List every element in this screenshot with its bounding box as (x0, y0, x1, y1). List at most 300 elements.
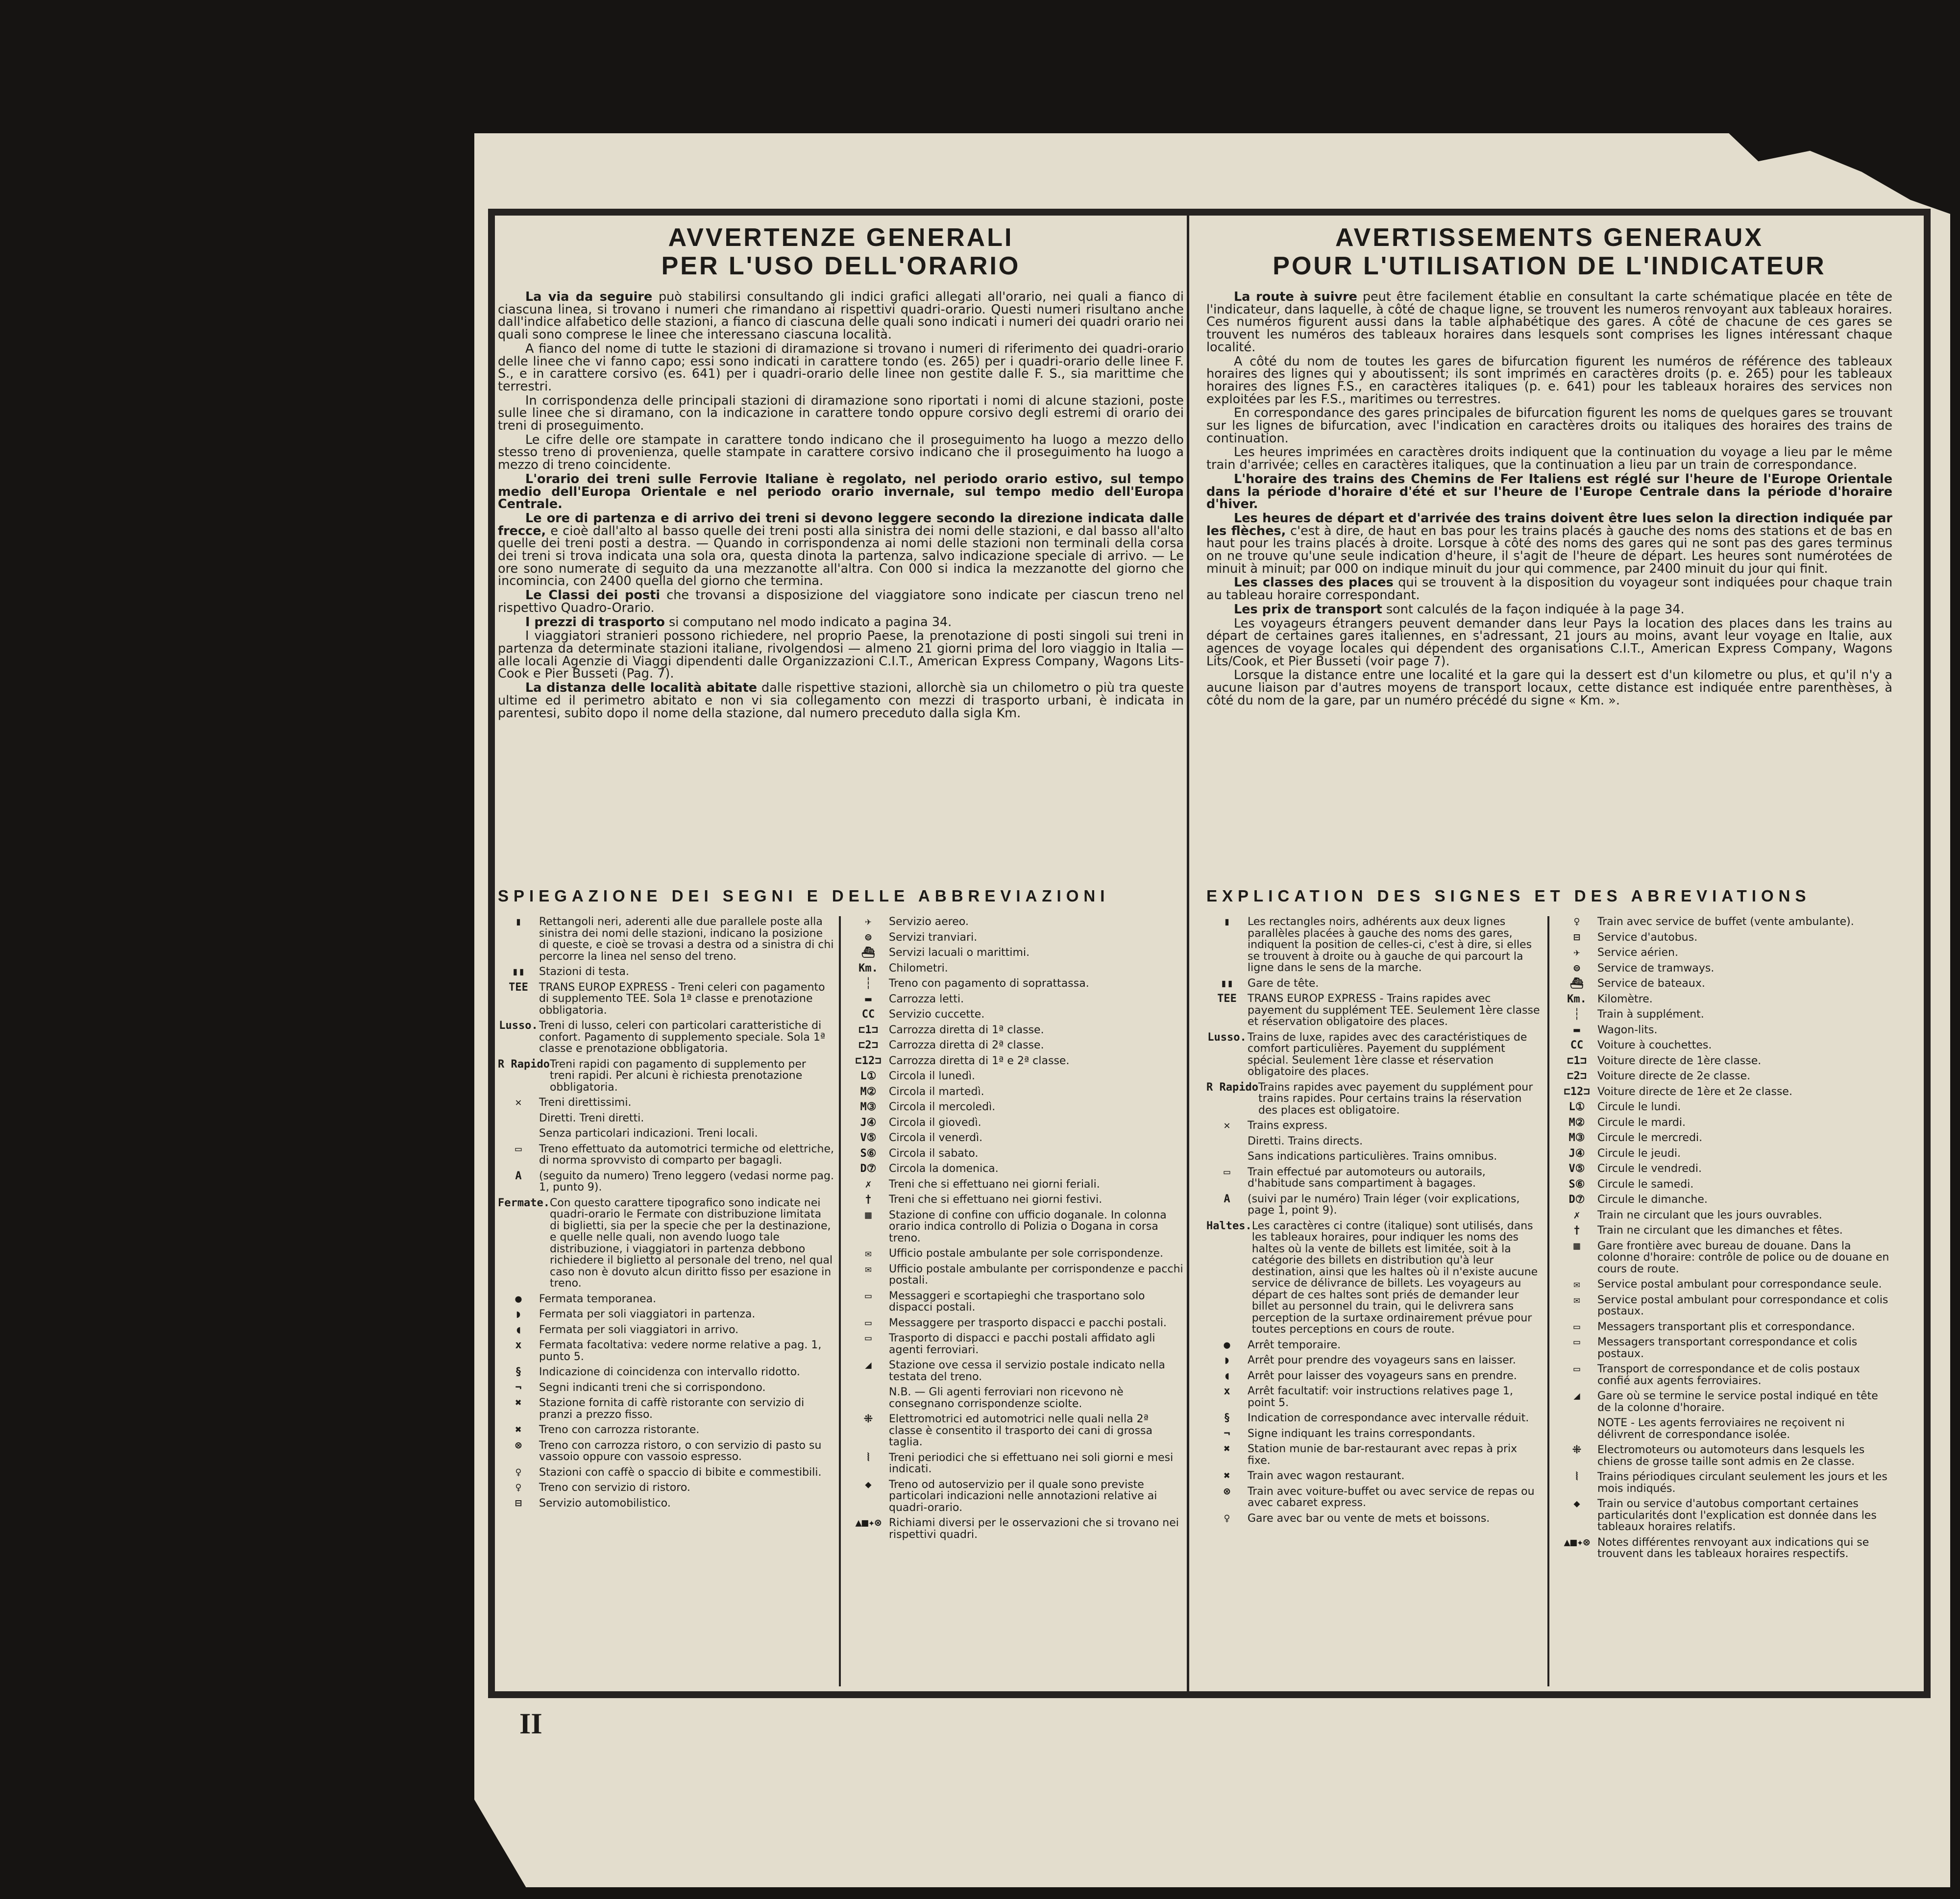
paragraph-text: A côté du nom de toutes les gares de bifurcation figurent les numéros de référence des tableaux horaires des lignes qui y aboutissent; ils sont imprimés en caractères droits (p. e. 265) pour les tableaux horaires des lignes F.S., en caractères italiques (p. e. 641) pour les tableaux horaires des services non exploitées par les F.S., maritimes ou terrestres. (1206, 354, 1892, 407)
legend-text: Arrêt pour laisser des voyageurs sans en prendre. (1248, 1369, 1517, 1382)
legend-symbol: ♀ (515, 1482, 522, 1494)
legend-item (1556, 963, 1892, 974)
legend-text: Voiture directe de 2e classe. (1597, 1070, 1751, 1082)
legend-symbol: ⊏1⊐ (858, 1023, 878, 1036)
legend-text: Fermata per soli viaggiatori in arrivo. (539, 1323, 739, 1336)
legend-text: Train avec voiture-buffet ou avec service de repas ou avec cabaret express. (1248, 1485, 1535, 1509)
legend-text: Treno od autoservizio per il quale sono previste particolari indicazioni nelle annotazioni relative ai quadri-orario. (889, 1478, 1157, 1514)
legend-text: Circola il giovedì. (889, 1116, 981, 1129)
legend-symbol: ¬ (515, 1381, 522, 1394)
legend-item (848, 1024, 1184, 1036)
paragraph (1206, 356, 1892, 406)
legend-text: Circule le mardi. (1597, 1116, 1686, 1129)
legend-text: Treno con servizio di ristoro. (539, 1482, 690, 1494)
legend-symbol: R Rapido (1206, 1081, 1258, 1094)
french-column (1206, 221, 1892, 1686)
legend-text: Service postal ambulant pour correspondance et colis postaux. (1597, 1293, 1888, 1317)
legend-symbol: L① (1568, 1101, 1585, 1113)
legend-symbol: S⑥ (860, 1147, 877, 1160)
legend-text: Stazione ove cessa il servizio postale indicato nella testata del treno. (889, 1359, 1165, 1383)
legend-symbol: ▲■✦⊗ (1564, 1536, 1590, 1549)
legend-symbol: ▦ (1573, 1240, 1580, 1252)
legend-item (1556, 994, 1892, 1005)
legend-symbol: ¬ (1224, 1427, 1230, 1440)
paragraph (498, 473, 1184, 511)
legend-symbol: ⦚ (1575, 1471, 1578, 1483)
legend-item (1206, 1386, 1543, 1409)
legend-symbol: ✉ (1573, 1293, 1580, 1306)
legend-item (1556, 1024, 1892, 1036)
paragraph-text: In corrispondenza delle principali stazioni di diramazione sono riportati i nomi di alcune stazioni, poste sulle linee che si diramano, con la indicazione in carattere tondo oppure corsivo degli estremi di orario dei treni di proseguimento. (498, 393, 1184, 434)
page-number: II (519, 1707, 542, 1740)
paragraph-text: I viaggiatori stranieri possono richiedere, nel proprio Paese, la prenotazione di posti singoli sui treni in partenza da determinate stazioni italiane, rivolgendosi — almeno 21 giorni prima del loro viaggio in Italia — alle locali Agenzie di Viaggi dipendenti dalle Organizzazioni C.I.T., American Express Company, Wagons Lits-Cook e Pier Busseti (Pag. 7). (498, 629, 1184, 682)
legend-symbol: ┆ (865, 977, 872, 990)
legend-item (498, 1197, 834, 1290)
legend-text: Circola il martedì. (889, 1085, 984, 1098)
french-title-line2: POUR L'UTILISATION DE L'INDICATEUR (1273, 252, 1826, 280)
legend-symbol: ✉ (865, 1263, 872, 1275)
legend-item (848, 1163, 1184, 1175)
legend-text: Transport de correspondance et de colis postaux confié aux agents ferroviaires. (1597, 1363, 1860, 1387)
legend-text: Service aérien. (1597, 947, 1678, 959)
legend-item (848, 1132, 1184, 1144)
legend-item (1556, 1294, 1892, 1317)
legend-symbol: M③ (860, 1101, 877, 1113)
legend-text: NOTE - Les agents ferroviaires ne reçoivent ni délivrent de correspondance isolée. (1597, 1417, 1845, 1441)
legend-text: TRANS EUROP EXPRESS - Treni celeri con pagamento di supplemento TEE. Sola 1ª classe e prenotazione obbligatoria. (539, 981, 825, 1017)
legend-symbol: ◢ (1573, 1390, 1580, 1402)
legend-text: Electromoteurs ou automoteurs dans lesquels les chiens de grosse taille sont admis en 2e classe. (1597, 1444, 1865, 1468)
legend-item (498, 1293, 834, 1305)
legend-item (1556, 1390, 1892, 1413)
legend-text: Voiture directe de 1ère classe. (1597, 1054, 1762, 1067)
legend-text: Servizio automobilistico. (539, 1497, 671, 1509)
legend-symbol: ▭ (865, 1332, 872, 1344)
legend-text: Service d'autobus. (1597, 931, 1698, 944)
legend-item (1206, 1486, 1543, 1509)
legend-item (848, 1333, 1184, 1356)
legend-text: Messagers transportant plis et correspondance. (1597, 1320, 1855, 1333)
paragraph (1206, 512, 1892, 576)
legend-item (1556, 1210, 1892, 1221)
legend-text: Stazioni di testa. (539, 966, 630, 978)
legend-text: Treno effettuato da automotrici termiche od elettriche, di norma sprovvisto di comparto per bagagli. (539, 1143, 834, 1167)
legend-text: Train à supplément. (1597, 1008, 1704, 1021)
legend-text: Les caractères ci contre (italique) sont utilisés, dans les tableaux horaires, pour indiquer les noms des haltes où la vente de billets est limitée, soit à la catégorie des billets en distribution qu'à leur destination, ainsi que les haltes où il n'existe aucune service de délivrance de billets. Les voyageurs au départ de ces haltes sont priés de demander leur billet au personnel du train, qui le delivrera sans perception de la surtaxe ordinairement prévue pour toutes perceptions en cours de route. (1251, 1219, 1538, 1336)
legend-item (1556, 932, 1892, 944)
legend-text: Circule le dimanche. (1597, 1193, 1708, 1206)
legend-symbol: ⊏12⊐ (855, 1054, 882, 1067)
legend-symbol: ◆ (1573, 1498, 1580, 1510)
french-title-line1: AVERTISSEMENTS GENERAUX (1335, 223, 1764, 252)
legend-item (848, 916, 1184, 928)
legend-text: Train avec service de buffet (vente ambulante). (1597, 916, 1854, 928)
legend-item (498, 1467, 834, 1479)
paragraph-text: En correspondance des gares principales de bifurcation figurent les noms de quelques gares se trouvant sur les lignes de bifurcation, avec l'indication en caractères droits ou italiques des horaires des trains de continuation. (1206, 406, 1892, 446)
legend-text: (seguito da numero) Treno leggero (vedasi norme pag. 1, punto 9). (539, 1169, 834, 1193)
legend-symbol: ▭ (1224, 1166, 1230, 1178)
legend-item (848, 1452, 1184, 1475)
legend-item (1206, 1443, 1543, 1466)
legend-text: Servizio cuccette. (889, 1008, 985, 1021)
legend-text: Treno con carrozza ristoro, o con servizio di pasto su vassoio oppure con vassoio espresso. (539, 1439, 822, 1463)
legend-symbol: ✕ (515, 1096, 522, 1109)
legend-text: Service postal ambulant pour correspondance seule. (1597, 1278, 1882, 1290)
legend-symbol: V⑤ (1568, 1163, 1585, 1175)
legend-item (1556, 1040, 1892, 1051)
french-legend-title: EXPLICATION DES SIGNES ET DES ABREVIATIONS (1206, 887, 1811, 905)
legend-item (498, 1059, 834, 1094)
legend-text: Trains express. (1248, 1120, 1328, 1132)
paragraph-text: c'est à dire, de haut en bas pour les trains placés à gauche des noms des stations et de bas en haut pour les trains placés à droite. Lorsque à côté des noms des gares qui ne sont pas des gares terminus on ne trouve qu'une seule indication d'heure, il s'agit de l'heure de départ. Les heures sont numérotées de minuit à minuit; par 000 on indique minuit du jour qui commence, par 2400 minuit du jour qui finit. (1206, 523, 1892, 576)
legend-item (1206, 1167, 1543, 1190)
legend-symbol: ✉ (865, 1247, 872, 1260)
legend-symbol: x (515, 1339, 522, 1351)
column-divider (1187, 216, 1189, 1691)
legend-item (1556, 1009, 1892, 1021)
legend-text: Sans indications particulières. Trains omnibus. (1248, 1150, 1497, 1163)
legend-symbol: ▭ (1573, 1336, 1580, 1348)
legend-text: Les rectangles noirs, adhérents aux deux lignes parallèles placées à gauche des noms des gares, indiquent la position de celles-ci, c'est à dire, si elles se trouvent à droite ou à gauche de qui parcourt la ligne dans le sens de la marche. (1248, 916, 1532, 974)
legend-item (498, 1128, 834, 1140)
legend-symbol: ✗ (1573, 1209, 1580, 1221)
legend-item (1556, 1086, 1892, 1098)
legend-item (848, 1248, 1184, 1260)
legend-item (1206, 1032, 1543, 1078)
legend-text: Fermata temporanea. (539, 1292, 657, 1305)
paragraph (498, 616, 1184, 629)
legend-symbol: ♀ (1573, 916, 1580, 928)
legend-item (1556, 1225, 1892, 1237)
legend-text: Train ou service d'autobus comportant certaines particularités dont l'explication est donnée dans les tableaux horaires relatifs. (1597, 1498, 1877, 1533)
legend-text: Gare avec bar ou vente de mets et boissons. (1248, 1512, 1490, 1525)
legend-item (848, 1264, 1184, 1287)
legend-text: Servizio aereo. (889, 916, 969, 928)
legend-symbol: ✖ (1224, 1470, 1230, 1482)
legend-symbol: ⊜ (1573, 962, 1580, 974)
legend-symbol: ✉ (1573, 1278, 1580, 1290)
legend-text: Arrêt temporaire. (1248, 1339, 1341, 1351)
legend-text: Carrozza letti. (889, 993, 964, 1005)
legend-symbol: TEE (1217, 993, 1237, 1005)
legend-item (1556, 1101, 1892, 1113)
legend-text: Circule le jeudi. (1597, 1147, 1681, 1160)
legend-item (848, 978, 1184, 990)
legend-symbol: ⦚ (867, 1451, 870, 1464)
paragraph-lead: La via da seguire (525, 291, 653, 304)
legend-text: Rettangoli neri, aderenti alle due parallele poste alla sinistra dei nomi delle stazioni, indicano la posizione di queste, e cioè se trovasi a destra od a sinistra di chi percorre la linea nel senso del treno. (539, 916, 834, 963)
legend-item (1206, 916, 1543, 974)
legend-symbol: † (865, 1193, 872, 1206)
paragraph (498, 589, 1184, 614)
legend-symbol: † (1573, 1224, 1580, 1237)
legend-text: Notes différentes renvoyant aux indications qui se trouvent dans les tableaux horaires respectifs. (1597, 1536, 1869, 1560)
legend-text: Station munie de bar-restaurant avec repas à prix fixe. (1248, 1443, 1518, 1467)
legend-item (1556, 1444, 1892, 1467)
paragraph-text: e cioè dall'alto al basso quelle dei treni posti alla sinistra dei nomi delle stazioni, e dal basso all'alto quelle dei treni posti a destra. — Quando in corrispondenza ai nomi delle stazioni non terminali della corsa dei treni si trova indicata una sola ora, questa dinota la partenza, salvo indicazione speciale di arrivo. — Le ore sono numerate di seguito da una mezzanotte all'altra. Con 000 si indica la mezzanotte del giorno che incomincia, con 2400 quella del giorno che termina. (498, 523, 1184, 589)
legend-text: Stazione di confine con ufficio doganale. In colonna orario indica controllo di Polizia o Dogana in corsa treno. (889, 1209, 1167, 1244)
legend-text: Ufficio postale ambulante per corrispondenze e pacchi postali. (889, 1263, 1183, 1287)
paragraph (498, 682, 1184, 720)
legend-symbol: M② (1568, 1116, 1585, 1129)
legend-text: Circule le mercredi. (1597, 1132, 1703, 1144)
legend-item (498, 1440, 834, 1463)
french-title (1206, 223, 1892, 280)
legend-item (1206, 1136, 1543, 1147)
legend-item (498, 966, 834, 978)
legend-symbol: L① (860, 1070, 877, 1082)
legend-item (848, 1148, 1184, 1160)
legend-item (498, 1339, 834, 1363)
paragraph-text: Le cifre delle ore stampate in carattere tondo indicano che il proseguimento ha luogo a mezzo dello stesso treno di provenienza, quelle stampate in carattere corsivo indicano che il proseguimento ha luogo a mezzo di treno coincidente. (498, 432, 1184, 473)
legend-symbol: ⊟ (515, 1497, 522, 1509)
legend-symbol: Haltes. (1206, 1219, 1252, 1232)
legend-item (1556, 978, 1892, 990)
legend-symbol: ▭ (865, 1316, 872, 1329)
legend-item (1206, 1355, 1543, 1366)
legend-item (498, 1113, 834, 1124)
italian-intro (498, 291, 1184, 879)
legend-item (1206, 1470, 1543, 1482)
paragraph (1206, 446, 1892, 471)
legend-item (1206, 993, 1543, 1028)
paragraph (1206, 604, 1892, 616)
legend-text: N.B. — Gli agenti ferroviari non ricevono nè consegnano corrispondenze sciolte. (889, 1386, 1124, 1410)
legend-item (1206, 1151, 1543, 1163)
paragraph-text: qui se trouvent à la disposition du voyageur sont indiquées pour chaque train au tableau horaire correspondant. (1206, 575, 1892, 603)
legend-symbol: ♀ (515, 1466, 522, 1479)
legend-symbol: ✕ (1224, 1120, 1230, 1132)
legend-symbol: ♀ (1224, 1512, 1230, 1525)
legend-item (498, 1170, 834, 1193)
legend-item (1556, 947, 1892, 959)
legend-item (498, 1309, 834, 1320)
paragraph-text: che trovansi a disposizione del viaggiatore sono indicate per ciascun treno nel rispettivo Quadro-Orario. (498, 588, 1184, 615)
legend-symbol: ◆ (865, 1478, 872, 1491)
legend-text: Treno con carrozza ristorante. (539, 1424, 700, 1436)
legend-text: Carrozza diretta di 1ª e 2ª classe. (889, 1054, 1070, 1067)
legend-text: Treni che si effettuano nei giorni feriali. (889, 1178, 1100, 1191)
legend-text: Circule le lundi. (1597, 1101, 1681, 1113)
legend-item (848, 1360, 1184, 1383)
legend-symbol: ◗ (515, 1308, 522, 1320)
legend-item (848, 1009, 1184, 1021)
paragraph (1206, 618, 1892, 668)
legend-item (498, 1482, 834, 1494)
french-intro (1206, 291, 1892, 879)
paragraph-lead: Les heures de départ et d'arrivée des trains doivent être lues selon la direction indiquée par les flèches, (1206, 511, 1892, 538)
legend-symbol: ▦ (865, 1209, 872, 1221)
legend-text: Treni rapidi con pagamento di supplemento per treni rapidi. Per alcuni è richiesta prenotazione obbligatoria. (549, 1058, 806, 1094)
legend-text: Voiture directe de 1ère et 2e classe. (1597, 1085, 1792, 1098)
legend-text: Stazioni con caffè o spaccio di bibite e commestibili. (539, 1466, 822, 1479)
legend-text: Servizi tranviari. (889, 931, 978, 944)
legend-item (1556, 1321, 1892, 1333)
legend-item (848, 994, 1184, 1005)
legend-item (1206, 1513, 1543, 1525)
legend-symbol: ▬ (1573, 1023, 1580, 1036)
legend-symbol: M③ (1568, 1132, 1585, 1144)
legend-symbol: V⑤ (860, 1132, 877, 1144)
legend-item (848, 1517, 1184, 1540)
legend-text: Circola il venerdì. (889, 1132, 983, 1144)
italian-legend-title: SPIEGAZIONE DEI SEGNI E DELLE ABBREVIAZIONI (498, 887, 1110, 905)
legend-symbol: ⊗ (515, 1439, 522, 1452)
legend-text: Service de bateaux. (1597, 977, 1705, 990)
legend-symbol: D⑦ (860, 1163, 877, 1175)
legend-item (848, 1117, 1184, 1129)
legend-symbol: ● (515, 1292, 522, 1305)
legend-item (848, 1387, 1184, 1410)
legend-item (848, 947, 1184, 959)
legend-text: Gare de tête. (1248, 977, 1319, 990)
french-legend-left (1206, 916, 1549, 1686)
legend-symbol: ◢ (865, 1359, 872, 1371)
legend-text: Diretti. Treni diretti. (539, 1112, 644, 1124)
legend-symbol: ◖ (515, 1323, 522, 1336)
legend-item (848, 1317, 1184, 1329)
legend-text: Arrêt facultatif: voir instructions relatives page 1, point 5. (1248, 1385, 1513, 1409)
paragraph-lead: Le Classi dei posti (525, 588, 661, 603)
legend-text: Indication de correspondance avec intervalle réduit. (1248, 1412, 1529, 1424)
legend-symbol: ⊜ (865, 931, 872, 944)
legend-text: Gare où se termine le service postal indiqué en tête de la colonne d'horaire. (1597, 1390, 1878, 1414)
legend-text: Messaggere per trasporto dispacci e pacchi postali. (889, 1316, 1167, 1329)
italian-legend-right (848, 916, 1184, 1686)
legend-symbol: Km. (1567, 993, 1587, 1005)
legend-item (498, 1366, 834, 1378)
legend-text: Fermata per soli viaggiatori in partenza. (539, 1308, 756, 1320)
legend-symbol: ┆ (1573, 1008, 1580, 1021)
legend-symbol: ✖ (515, 1424, 522, 1436)
legend-text: (suivi par le numéro) Train léger (voir explications, page 1, point 9). (1248, 1193, 1520, 1217)
legend-item (498, 1324, 834, 1336)
legend-text: Trains périodiques circulant seulement les jours et les mois indiqués. (1597, 1471, 1887, 1495)
legend-item (1556, 1337, 1892, 1360)
legend-text: Treno con pagamento di soprattassa. (889, 977, 1089, 990)
italian-title-line2: PER L'USO DELL'ORARIO (661, 252, 1021, 280)
legend-item (1556, 1194, 1892, 1206)
legend-item (848, 1055, 1184, 1067)
legend-symbol: ▭ (515, 1143, 522, 1155)
legend-symbol: A (515, 1169, 522, 1182)
legend-text: Circola il sabato. (889, 1147, 979, 1160)
paragraph (498, 434, 1184, 472)
legend-item (1206, 1370, 1543, 1382)
legend-symbol: ✈ (1573, 947, 1580, 959)
legend-text: Messaggeri e scortapieghi che trasportano solo dispacci postali. (889, 1290, 1145, 1314)
legend-item (498, 1498, 834, 1509)
legend-item (1556, 916, 1892, 928)
legend-item (848, 932, 1184, 944)
legend-item (1206, 1220, 1543, 1336)
legend-text: Richiami diversi per le osservazioni che si trovano nei rispettivi quadri. (889, 1517, 1179, 1541)
legend-text: Circola il lunedì. (889, 1070, 975, 1082)
italian-title (498, 223, 1184, 280)
legend-item (1556, 1498, 1892, 1533)
legend-item (848, 1101, 1184, 1113)
legend-symbol: ◗ (1224, 1354, 1230, 1366)
legend-text: Carrozza diretta di 2ª classe. (889, 1039, 1044, 1051)
legend-text: Messagers transportant correspondance et colis postaux. (1597, 1336, 1858, 1360)
legend-symbol: ⊟ (1573, 931, 1580, 944)
legend-text: Service de tramways. (1597, 962, 1715, 974)
paragraph-lead: La distanza delle località abitate (525, 681, 758, 696)
legend-item (848, 1290, 1184, 1314)
legend-text: Gare frontière avec bureau de douane. Dans la colonne d'horaire: contrôle de police ou de douane en cours de route. (1597, 1240, 1889, 1275)
paragraph-lead: Les prix de transport (1234, 602, 1382, 617)
legend-text: Trains rapides avec payement du supplément pour trains rapides. Pour certains trains la réservation des places est obligatoire. (1258, 1081, 1533, 1117)
legend-text: TRANS EUROP EXPRESS - Trains rapides avec payement du supplément TEE. Seulement 1ère classe et réservation obligatoire des places. (1248, 993, 1540, 1028)
paragraph-text: si computano nel modo indicato a pagina 34. (664, 614, 952, 630)
italian-legend (498, 916, 1184, 1686)
legend-symbol: ▲■✦⊗ (855, 1517, 882, 1529)
paragraph (498, 512, 1184, 588)
legend-item (1556, 1241, 1892, 1275)
legend-text: Treni periodici che si effettuano nei soli giorni e mesi indicati. (889, 1451, 1174, 1475)
legend-text: Treni direttissimi. (539, 1096, 632, 1109)
legend-symbol: ⁜ (1572, 1444, 1582, 1456)
french-legend-right (1556, 916, 1892, 1686)
legend-symbol: ⁜ (863, 1413, 873, 1425)
legend-symbol: ▭ (865, 1290, 872, 1302)
legend-symbol: CC (861, 1008, 875, 1021)
legend-text: Signe indiquant les trains correspondants. (1248, 1427, 1475, 1440)
legend-symbol: ⛴ (1570, 977, 1584, 990)
legend-text: Ufficio postale ambulante per sole corrispondenze. (889, 1247, 1164, 1260)
paragraph (1206, 291, 1892, 354)
paragraph (1206, 407, 1892, 445)
legend-symbol: ⊏2⊐ (1567, 1070, 1587, 1082)
legend-text: Trasporto di dispacci e pacchi postali affidato agli agenti ferroviari. (889, 1332, 1155, 1356)
legend-text: Train ne circulant que les dimanches et fêtes. (1597, 1224, 1843, 1237)
legend-item (848, 1071, 1184, 1082)
legend-item (1556, 1417, 1892, 1440)
paragraph (498, 343, 1184, 393)
legend-text: Con questo carattere tipografico sono indicate nei quadri-orario le Fermate con distribuzione limitata di biglietti, sia per la specie che per la destinazione, e quelle nelle quali, non avendo luogo tale distribuzione, i viaggiatori in partenza debbono richiedere il biglietto al personale del treno, nel qual caso non è dovuto alcun diritto fisso per esazione in treno. (549, 1196, 833, 1290)
legend-text: Train ne circulant que les jours ouvrables. (1597, 1209, 1822, 1221)
legend-text: Train effectué par automoteurs ou autorails, d'habitude sans compartiment à bagages. (1248, 1166, 1486, 1190)
legend-text: Circule le vendredi. (1597, 1163, 1702, 1175)
legend-symbol: ⊗ (1224, 1485, 1230, 1498)
legend-text: Senza particolari indicazioni. Treni locali. (539, 1127, 758, 1140)
legend-item (1206, 1120, 1543, 1132)
legend-symbol: ▮ (1224, 916, 1230, 928)
legend-text: Trains de luxe, rapides avec des caractéristiques de comfort particulières. Payement du supplément spécial. Seulement 1ère classe et réservation obligatoire des places. (1248, 1031, 1527, 1078)
legend-item (498, 1144, 834, 1167)
legend-symbol: ▮ (515, 916, 522, 928)
legend-item (1206, 1339, 1543, 1351)
legend-symbol: ⊏2⊐ (858, 1039, 878, 1051)
legend-item (1206, 978, 1543, 990)
italian-title-line1: AVVERTENZE GENERALI (668, 223, 1014, 252)
legend-text: Voiture à couchettes. (1597, 1039, 1712, 1051)
legend-symbol: ⊏12⊐ (1564, 1085, 1590, 1098)
paragraph-lead: L'orario dei treni sulle Ferrovie Italiane è regolato, nel periodo orario estivo, sul tempo medio dell'Europa Orientale e nel periodo orario invernale, sul tempo medio dell'Europa Centrale. (498, 471, 1184, 512)
legend-symbol: ✗ (865, 1178, 872, 1191)
paragraph-text: Lorsque la distance entre une localité et la gare qui la dessert est d'un kilometre ou plus, et qu'il n'y a aucune liaison par d'autres moyens de transport locaux, cette distance est indiquée entre parenthèses, à côté du nom de la gare, par un numéro précédé du signe « Km. ». (1206, 668, 1892, 708)
legend-item (1556, 1163, 1892, 1175)
legend-symbol: ▮▮ (1220, 977, 1234, 990)
legend-text: Segni indicanti treni che si corrispondono. (539, 1381, 766, 1394)
italian-legend-left (498, 916, 841, 1686)
legend-symbol: TEE (509, 981, 528, 994)
legend-item (498, 1382, 834, 1394)
legend-symbol: D⑦ (1568, 1193, 1585, 1206)
legend-text: Train avec wagon restaurant. (1248, 1470, 1405, 1482)
legend-symbol: ▭ (1573, 1363, 1580, 1375)
paragraph-lead: Le ore di partenza e di arrivo dei treni si devono leggere secondo la direzione indicata dalle frecce, (498, 511, 1184, 538)
